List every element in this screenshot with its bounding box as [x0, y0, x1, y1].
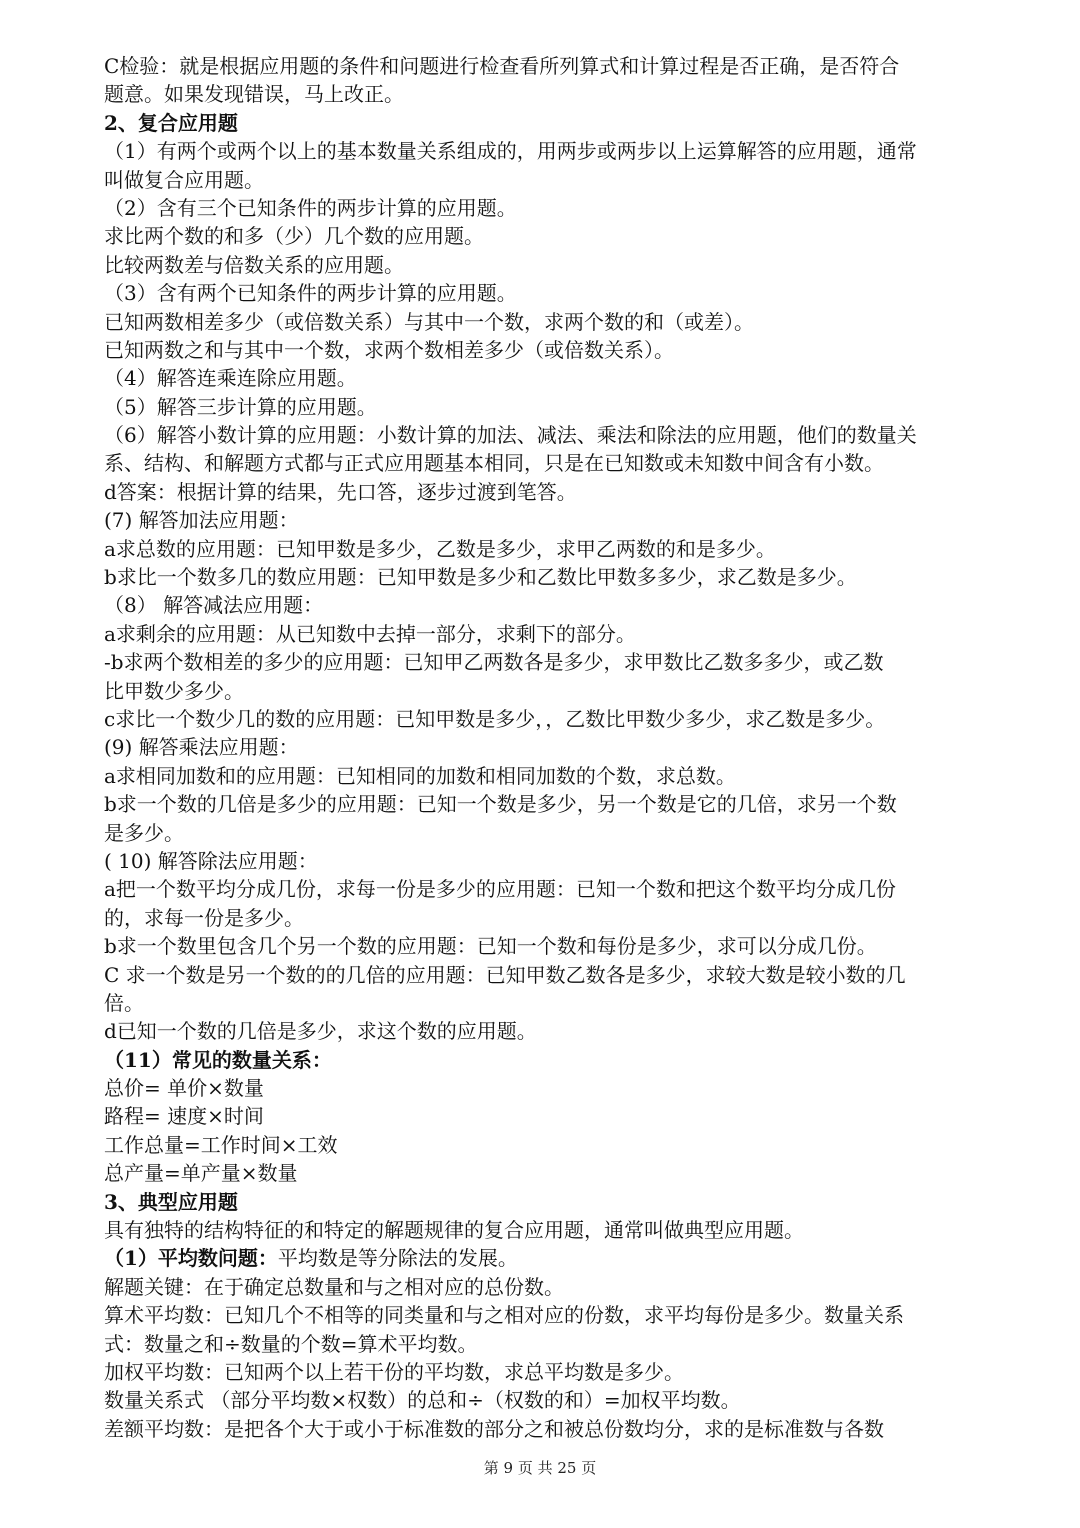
text-line: d已知一个数的几倍是多少，求这个数的应用题。: [104, 1019, 537, 1044]
text-line: 求比两个数的和多（少）几个数的应用题。: [104, 224, 484, 249]
page-footer: 第 9 页 共 25 页: [483, 1459, 597, 1477]
text-line: 叫做复合应用题。: [104, 167, 264, 192]
text-line: 的，求每一份是多少。: [104, 905, 304, 930]
text-line: 差额平均数：是把各个大于或小于标准数的部分之和被总份数均分，求的是标准数与各数: [104, 1416, 884, 1441]
text-line: a把一个数平均分成几份，求每一份是多少的应用题：已知一个数和把这个数平均分成几份: [104, 877, 896, 902]
section-heading: 3、典型应用题: [104, 1189, 238, 1214]
text-line: 系、结构、和解题方式都与正式应用题基本相同，只是在已知数或未知数中间含有小数。: [104, 451, 884, 476]
text-line: 加权平均数：已知两个以上若干份的平均数，求总平均数是多少。: [104, 1359, 684, 1384]
text-line: 具有独特的结构特征的和特定的解题规律的复合应用题，通常叫做典型应用题。: [104, 1218, 804, 1243]
text-line: [104, 1244, 980, 1272]
text-line: C 求一个数是另一个数的的几倍的应用题：已知甲数乙数各是多少，求较大数是较小数的几: [104, 962, 906, 987]
text-line: b求一个数里包含几个另一个数的应用题：已知一个数和每份是多少，求可以分成几份。: [104, 934, 877, 959]
text-line: 已知两数之和与其中一个数，求两个数相差多少（或倍数关系）。: [104, 337, 674, 362]
section-heading: （11）常见的数量关系：: [104, 1047, 332, 1072]
text-line: -b求两个数相差的多少的应用题：已知甲乙两数各是多少，求甲数比乙数多多少，或乙数: [104, 650, 884, 675]
text-line: （5）解答三步计算的应用题。: [104, 394, 377, 419]
text-line: 解题关键：在于确定总数量和与之相对应的总份数。: [104, 1274, 564, 1299]
text-line: ( 10) 解答除法应用题：: [104, 848, 318, 873]
text-line: 式：数量之和÷数量的个数=算术平均数。: [104, 1331, 478, 1356]
document-body: [104, 52, 980, 1443]
text-line: b求一个数的几倍是多少的应用题：已知一个数是多少，另一个数是它的几倍，求另一个数: [104, 792, 897, 817]
text-line: （2）含有三个已知条件的两步计算的应用题。: [104, 195, 517, 220]
text-line: （6）解答小数计算的应用题：小数计算的加法、减法、乘法和除法的应用题，他们的数量关: [104, 423, 917, 448]
text-line: (7) 解答加法应用题：: [104, 508, 299, 533]
text-line: 总价= 单价×数量: [104, 1076, 264, 1101]
text-line: 比甲数少多少。: [104, 678, 244, 703]
text-line: a求相同加数和的应用题：已知相同的加数和相同加数的个数，求总数。: [104, 763, 736, 788]
text-line: 数量关系式 （部分平均数×权数）的总和÷（权数的和）=加权平均数。: [104, 1388, 741, 1413]
text-line: 比较两数差与倍数关系的应用题。: [104, 252, 404, 277]
text-line: a求总数的应用题：已知甲数是多少，乙数是多少，求甲乙两数的和是多少。: [104, 536, 776, 561]
text-line: 是多少。: [104, 820, 184, 845]
section-heading: 2、复合应用题: [104, 110, 238, 135]
text-line: （1）有两个或两个以上的基本数量关系组成的，用两步或两步以上运算解答的应用题，通常: [104, 139, 917, 164]
text-line: 倍。: [104, 990, 144, 1015]
text-line: d答案：根据计算的结果，先口答，逐步过渡到笔答。: [104, 479, 577, 504]
text-line: 题意。如果发现错误，马上改正。: [104, 82, 404, 107]
text-line: 路程= 速度×时间: [104, 1104, 264, 1129]
text-line: 已知两数相差多少（或倍数关系）与其中一个数，求两个数的和（或差）。: [104, 309, 754, 334]
bold-term: （1）平均数问题：: [104, 1246, 278, 1271]
text-line: （3）含有两个已知条件的两步计算的应用题。: [104, 281, 517, 306]
text-line: (9) 解答乘法应用题：: [104, 735, 299, 760]
text-line: a求剩余的应用题：从已知数中去掉一部分，求剩下的部分。: [104, 621, 636, 646]
text-line: C检验：就是根据应用题的条件和问题进行检查看所列算式和计算过程是否正确，是否符合: [104, 54, 900, 78]
text-line: c求比一个数少几的数的应用题：已知甲数是多少，，乙数比甲数少多少，求乙数是多少。: [104, 706, 886, 731]
text-line: 算术平均数：已知几个不相等的同类量和与之相对应的份数，求平均每份是多少。数量关系: [104, 1303, 904, 1328]
text-line: b求比一个数多几的数应用题：已知甲数是多少和乙数比甲数多多少，求乙数是多少。: [104, 565, 857, 590]
term-description: 平均数是等分除法的发展。: [277, 1246, 518, 1271]
text-line: 总产量=单产量×数量: [104, 1161, 298, 1186]
text-line: 工作总量=工作时间×工效: [104, 1132, 338, 1157]
text-line: （4）解答连乘连除应用题。: [104, 366, 357, 391]
text-line: （8） 解答减法应用题：: [104, 593, 324, 618]
